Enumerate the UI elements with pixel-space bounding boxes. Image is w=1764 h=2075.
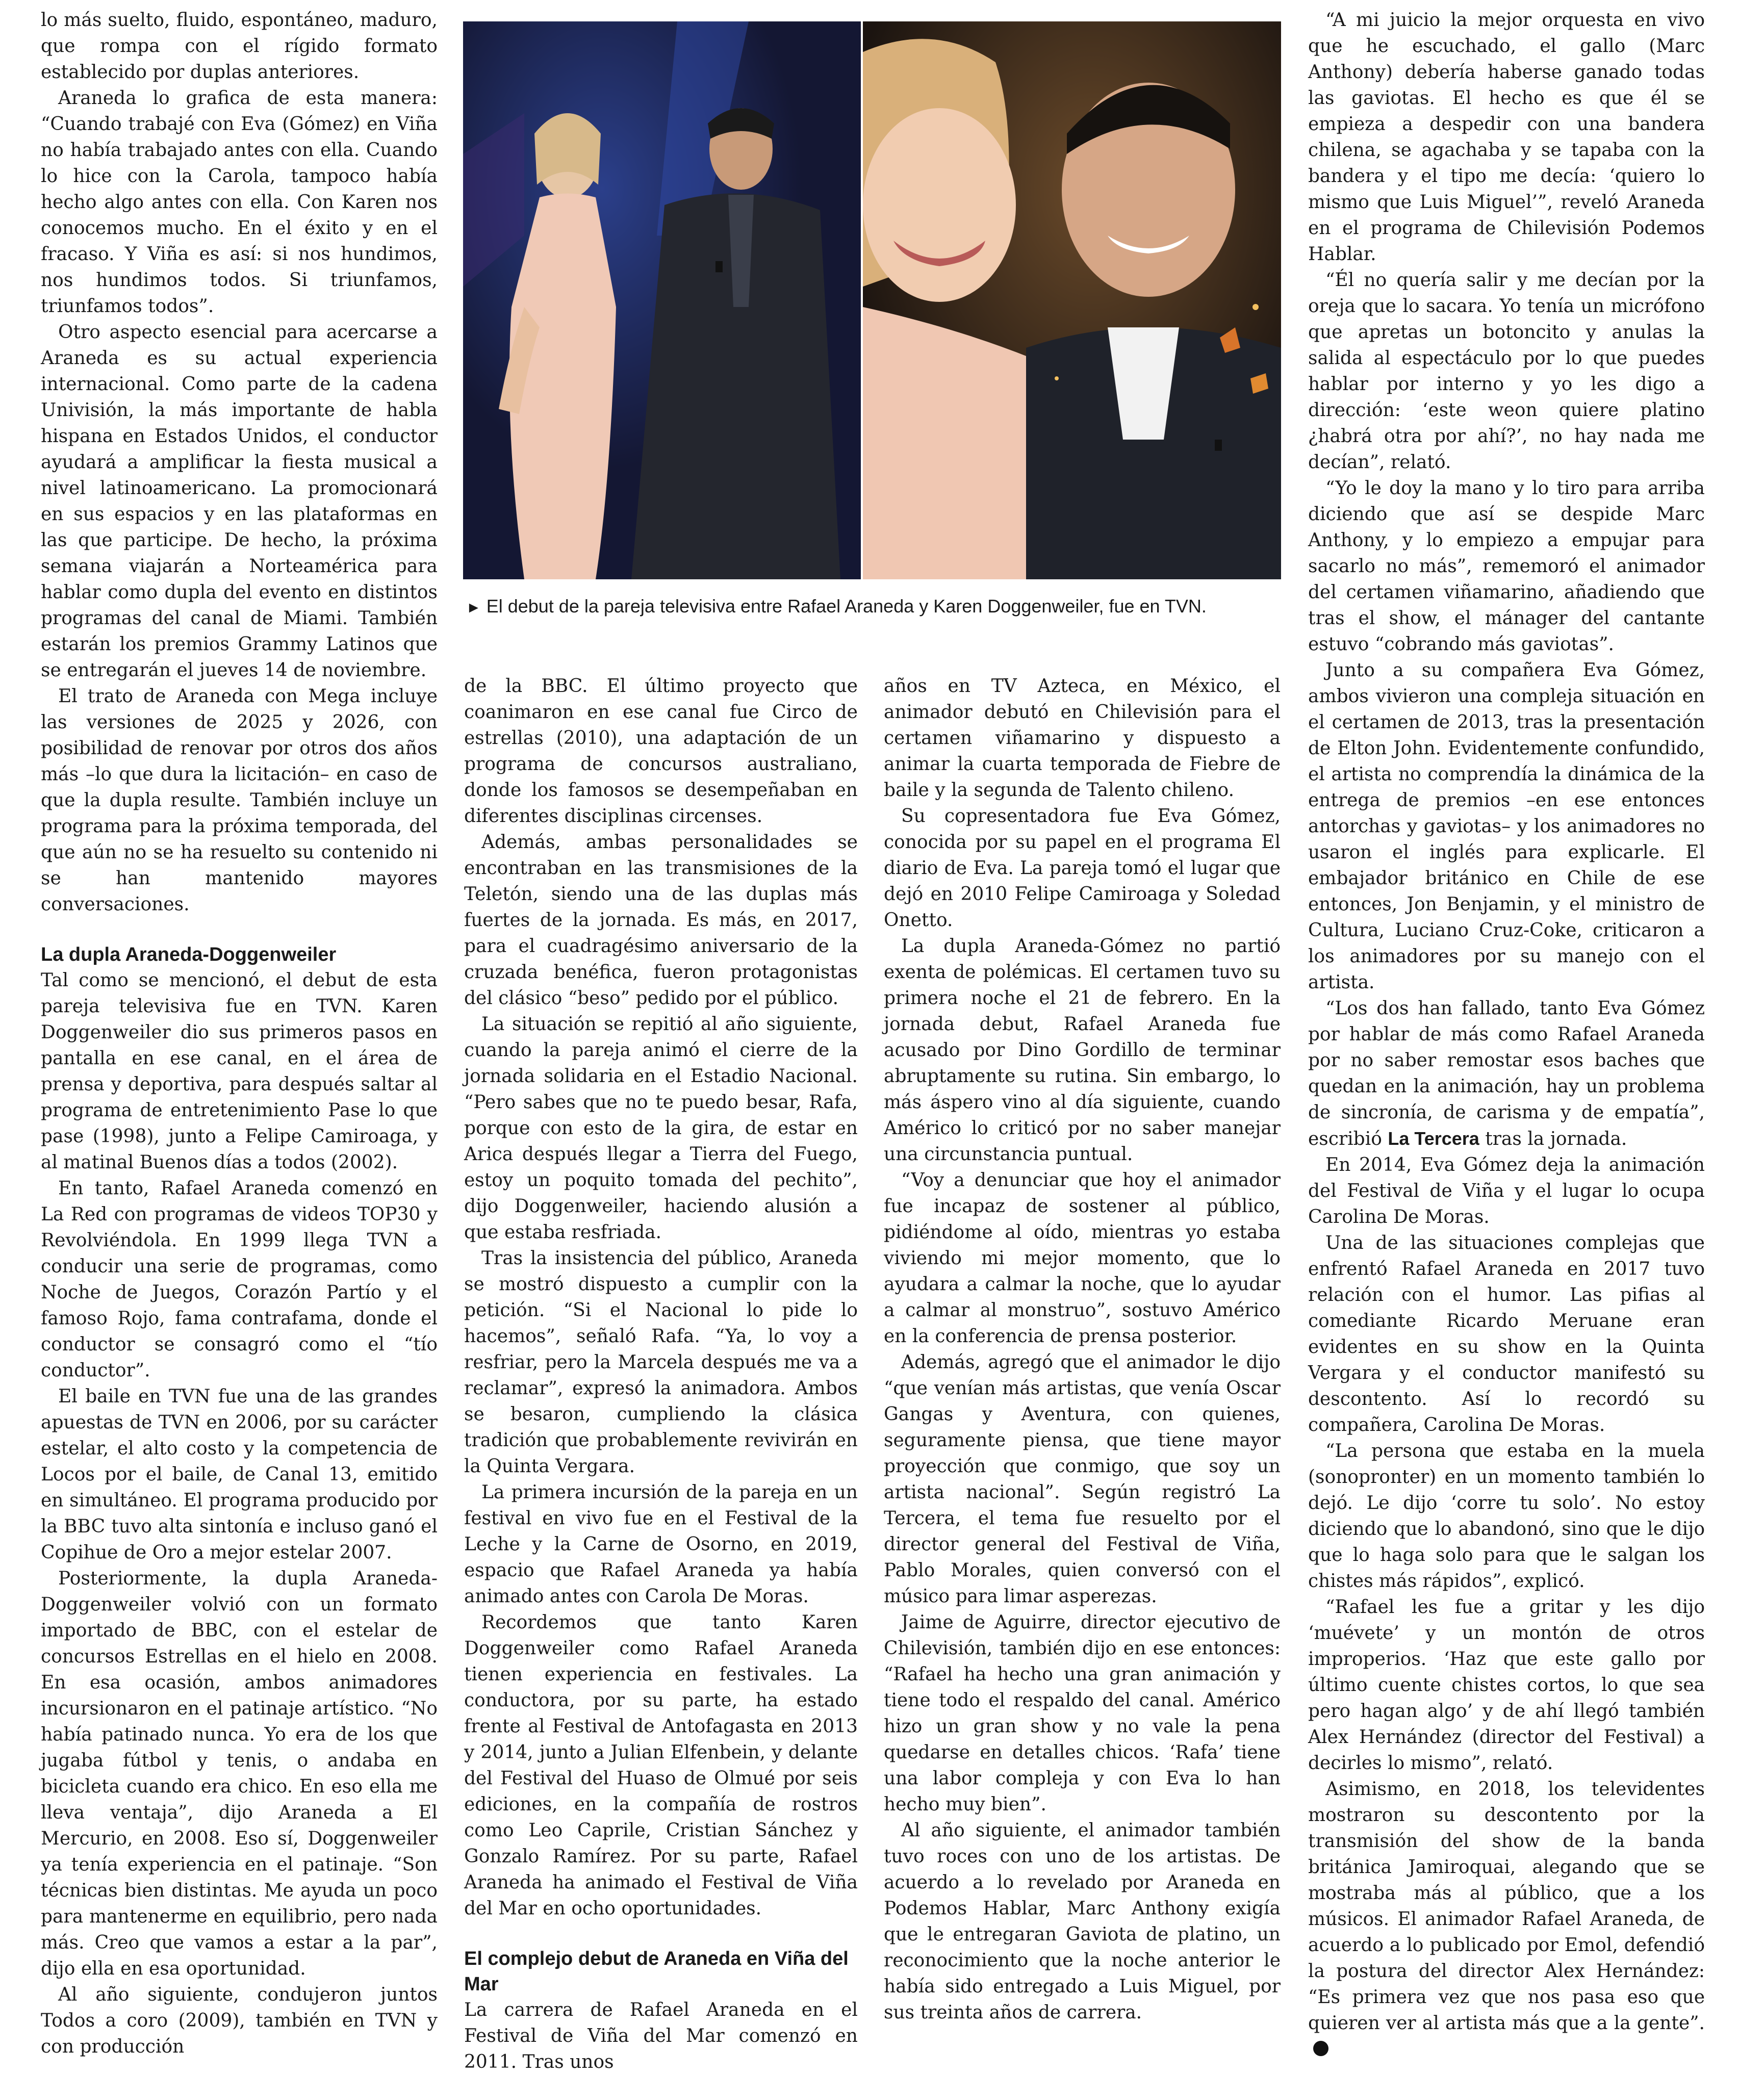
end-of-article-icon [1313,2041,1328,2056]
paragraph: Junto a su compañera Eva Gómez, ambos vivieron una compleja situación en el certamen de 2013, tras la presentación de Elton John. Evidentemente confundido, el artista no comprendía la dinámica de la entrega de premios –en ese entonces antorchas y gaviotas– y los animadores no usaron el inglés para explicarle. El embajador británico en Chile de ese entonces, Jon Benjamin, y el ministro de Cultura, Luciano Cruz-Coke, criticaron a los animadores por su manejo con el artista. [1308,660,1705,993]
paragraph: La dupla Araneda-Gómez no partió exenta de polémicas. El certamen tuvo su primera noche el 21 de febrero. En la jornada debut, Rafael Araneda fue acusado por Dino Gordillo de terminar abruptamente su rutina. Sin embargo, lo más áspero vino al día siguiente, cuando Américo lo criticó por no saber manejar una circunstancia puntual. [884,936,1281,1165]
paragraph: “A mi juicio la mejor orquesta en vivo que he escuchado, el gallo (Marc Anthony) debería haberse ganado todas las gaviotas. El hecho es que él se empieza a despedir con una bandera chilena, se agachaba y se tapaba con la bandera y el tipo me decía: ‘quiero lo mismo que Luis Miguel’”, reveló Araneda en el programa de Chilevisión Podemos Hablar. [1308,10,1705,265]
article-column-4 [1308,7,1705,2062]
photo-couple-closeup [863,21,1281,579]
paragraph: Tras la insistencia del público, Araneda se mostró dispuesto a cumplir con la petición. “Si el Nacional lo pide lo hacemos”, señaló Rafa. “Ya, lo voy a resfriar, pero la Marcela después me va a reclamar”, expresó la animadora. Ambos se besaron, cumpliendo la clásica tradición que probablemente revivirán en la Quinta Vergara. [464,1248,858,1477]
paragraph [1308,1776,1705,2062]
paragraph: Al año siguiente, el animador también tuvo roces con uno de los artistas. De acuerdo a lo revelado por Araneda en Podemos Hablar, Marc Anthony exigía que le entregaran Gaviota de platino, un reconocimiento que la noche anterior le había sido entregado a Luis Miguel, por sus treinta años de carrera. [884,1820,1281,2023]
paragraph: La carrera de Rafael Araneda en el Festival de Viña del Mar comenzó en 2011. Tras unos [464,2000,858,2072]
section-heading: La dupla Araneda-Doggenweiler [41,944,337,965]
paragraph: Recordemos que tanto Karen Doggenweiler como Rafael Araneda tienen experiencia en festivales. La conductora, por su parte, ha estado frente al Festival de Antofagasta en 2013 y 2014, junto a Julian Elfenbein, y delante del Festival del Huaso de Olmué por seis ediciones, en la compañía de rostros como Leo Caprile, Cristian Sánchez y Gonzalo Ramírez. Por su parte, Rafael Araneda ha animado el Festival de Viña del Mar en ocho oportunidades. [464,1612,858,1919]
paragraph: Otro aspecto esencial para acercarse a Araneda es su actual experiencia internacional. Como parte de la cadena Univisión, la más importante de habla hispana en Estados Unidos, el conductor ayudará a amplificar la fiesta musical a nivel latinoamericano. La promocionará en sus espacios y en las plataformas en las que participe. De hecho, la próxima semana viajarán a Norteamérica para hablar como dupla del evento en distintos programas del canal de Miami. También estarán los premios Grammy Latinos que se entregarán el jueves 14 de noviembre. [41,322,438,681]
paragraph-text: tras la jornada. [1479,1129,1627,1149]
caption-arrow-icon: ► [466,599,481,616]
paragraph: En 2014, Eva Gómez deja la animación del Festival de Viña y el lugar lo ocupa Carolina De Moras. [1308,1155,1705,1227]
paragraph: lo más suelto, fluido, espontáneo, maduro, que rompa con el rígido formato establecido por duplas anteriores. [41,10,438,83]
paragraph: Al año siguiente, condujeron juntos Todos a coro (2009), también en TVN y con producción [41,1984,438,2057]
paragraph: Tal como se mencionó, el debut de esta pareja televisiva fue en TVN. Karen Doggenweiler dio sus primeros pasos en pantalla en ese canal, en el área de prensa y deportiva, para después saltar al programa de entretenimiento Pase lo que pase (1998), junto a Felipe Camiroaga, y al matinal Buenos días a todos (2002). [41,970,438,1173]
paragraph: Su copresentadora fue Eva Gómez, conocida por su papel en el programa El diario de Eva. La pareja tomó el lugar que dejó en 2010 Felipe Camiroaga y Soledad Onetto. [884,806,1281,931]
paragraph: El baile en TVN fue una de las grandes apuestas de TVN en 2006, por su carácter estelar, el alto costo y la competencia de Locos por el baile, de Canal 13, emitido en simultáneo. El programa producido por la BBC tuvo alta sintonía e incluso ganó el Copihue de Oro a mejor estelar 2007. [41,1386,438,1563]
paragraph: “Él no quería salir y me decían por la oreja que lo sacara. Yo tenía un micrófono que apretas un botoncito y anulas la salida al espectáculo por lo que puedes hablar por interno y yo les digo a dirección: ‘este weon quiere platino ¿habrá otra por ahí?’, no hay nada me decían”, relató. [1308,270,1705,473]
article-column-2 [464,673,858,2075]
paragraph: La situación se repitió al año siguiente, cuando la pareja animó el cierre de la jornada solidaria en el Estadio Nacional. “Pero sabes que no te puedo besar, Rafa, porque con esto de la gira, de estar en Arica después llegar a Tierra del Fuego, estoy un poquito tomada del pechito”, dijo Doggenweiler, haciendo alusión a que estaba resfriada. [464,1014,858,1243]
paragraph [1308,995,1705,1152]
paragraph: “Yo le doy la mano y lo tiro para arriba diciendo que así se despide Marc Anthony, y lo empiezo a empujar para sacarlo no más”, rememoró el animador del certamen viñamarino, añadiendo que tras el show, el mánager del cantante estuvo “cobrando más gaviotas”. [1308,478,1705,655]
paragraph: Además, ambas personalidades se encontraban en las transmisiones de la Teletón, siendo una de las duplas más fuertes de la jornada. Es más, en 2017, para el cuadragésimo aniversario de la cruzada benéfica, fueron protagonistas del clásico “beso” pedido por el público. [464,832,858,1009]
paragraph: “La persona que estaba en la muela (sonopronter) en un momento también lo dejó. Le dijo ‘corre tu solo’. No estoy diciendo que lo abandonó, sino que le dijo que lo haga solo para que le salgan los chistes más rápidos”, explicó. [1308,1441,1705,1592]
paragraph: El trato de Araneda con Mega incluye las versiones de 2025 y 2026, con posibilidad de renovar por otros dos años más –lo que dura la licitación– en caso de que la dupla resulte. También incluye un programa para la próxima temporada, del que aún no se ha resuelto su contenido ni se han mantenido mayores conversaciones. [41,686,438,915]
photo-couple-stage [463,21,861,579]
paragraph: Araneda lo grafica de esta manera: “Cuando trabajé con Eva (Gómez) en Viña no había trabajado antes con ella. Cuando lo hice con la Carola, tampoco había hecho algo antes con ella. Con Karen nos conocemos mucho. En el éxito y en el fracaso. Y Viña es así: si nos hundimos, nos hundimos todos. Si triunfamos, triunfamos todos”. [41,88,438,317]
photo-illustration [463,21,861,579]
paragraph: “Rafael les fue a gritar y les dijo ‘muévete’ y un montón de otros improperios. ‘Haz que este gallo por último cuente chistes cortos, lo que sea pero hagan algo’ y de ahí llegó también Alex Hernández (director del Festival) a decirles lo mismo”, relató. [1308,1597,1705,1774]
section-heading: El complejo debut de Araneda en Viña del Mar [464,1948,849,1995]
photo-caption [466,594,1282,620]
paragraph-text: “Los dos han fallado, tanto Eva Gómez por hablar de más como Rafael Araneda por no saber remostar esos baches que quedan en la animación, hay un problema de sincronía, de carisma y de empatía”, escribió [1308,998,1705,1149]
paragraph: Además, agregó que el animador le dijo “que venían más artistas, que venía Oscar Gangas y Aventura, con quienes, seguramente piensa, que tiene mayor proyección que conmigo, que soy un artista nacional”. Según registró La Tercera, el tema fue resuelto por el director general del Festival de Viña, Pablo Morales, quien conversó con el músico para limar asperezas. [884,1352,1281,1607]
caption-text: El debut de la pareja televisiva entre Rafael Araneda y Karen Doggenweiler, fue en TVN. [486,596,1207,617]
paragraph: años en TV Azteca, en México, el animador debutó en Chilevisión para el certamen viñamarino y dispuesto a animar la cuarta temporada de Fiebre de baile y la segunda de Talento chileno. [884,676,1281,801]
photo-illustration [863,21,1281,579]
newspaper-name: La Tercera [1388,1128,1479,1149]
article-column-3 [884,673,1281,2026]
paragraph: Jaime de Aguirre, director ejecutivo de Chilevisión, también dijo en ese entonces: “Rafael ha hecho una gran animación y tiene todo el respaldo del canal. Américo hizo un gran show y no vale la pena quedarse en detalles chicos. ‘Rafa’ tiene una labor compleja y con Eva lo han hecho muy bien”. [884,1612,1281,1815]
paragraph: Posteriormente, la dupla Araneda-Doggenweiler volvió con un formato importado de BBC, con el estelar de concursos Estrellas en el hielo en 2008. En esa ocasión, ambos animadores incursionaron en el patinaje artístico. “No había patinado nunca. Yo era de los que jugaba fútbol y tenis, o andaba en bicicleta cuando era chico. En eso ella me lleva ventaja”, dijo Araneda a El Mercurio, en 2008. Eso sí, Doggenweiler ya tenía experiencia en el patinaje. “Son técnicas bien distintas. Me ayuda un poco para mantenerme en equilibrio, pero nada más. Creo que vamos a estar a la par”, dijo ella en esa oportunidad. [41,1568,438,1979]
paragraph: “Voy a denunciar que hoy el animador fue incapaz de sostener al público, pidiéndome al oído, mientras yo estaba viviendo mi mejor momento, que lo ayudara a calmar la noche, que lo ayudar a calmar al monstruo”, sostuvo Américo en la conferencia de prensa posterior. [884,1170,1281,1347]
paragraph: Una de las situaciones complejas que enfrentó Rafael Araneda en 2017 tuvo relación con el humor. Las pifias al comediante Ricardo Meruane eran evidentes en su show en la Quinta Vergara y el conductor manifestó su descontento. Así lo recordó su compañera, Carolina De Moras. [1308,1233,1705,1436]
paragraph: En tanto, Rafael Araneda comenzó en La Red con programas de videos TOP30 y Revolviéndola. En 1999 llega TVN a conducir una serie de programas, como Noche de Juegos, Corazón Partío y el famoso Rojo, fama contrafama, donde el conductor se consagró como el “tío conductor”. [41,1178,438,1381]
article-column-1 [41,7,438,2060]
paragraph-text: Asimismo, en 2018, los televidentes mostraron su descontento por la transmisión del show de la banda británica Jamiroquai, alegando que se mostraba más al público, que a los músicos. El animador Rafael Araneda, de acuerdo a lo publicado por Emol, defendió la postura del director Alex Hernández: “Es primera vez que nos pasa eso que quieren ver al artista más que a la gente”. [1308,1779,1705,2034]
paragraph: La primera incursión de la pareja en un festival en vivo fue en el Festival de la Leche y la Carne de Osorno, en 2019, espacio que Rafael Araneda ya había animado antes con Carola De Moras. [464,1482,858,1607]
paragraph: de la BBC. El último proyecto que coanimaron en ese canal fue Circo de estrellas (2010), una adaptación de un programa de concursos australiano, donde los famosos se desempeñaban en diferentes disciplinas circenses. [464,676,858,827]
